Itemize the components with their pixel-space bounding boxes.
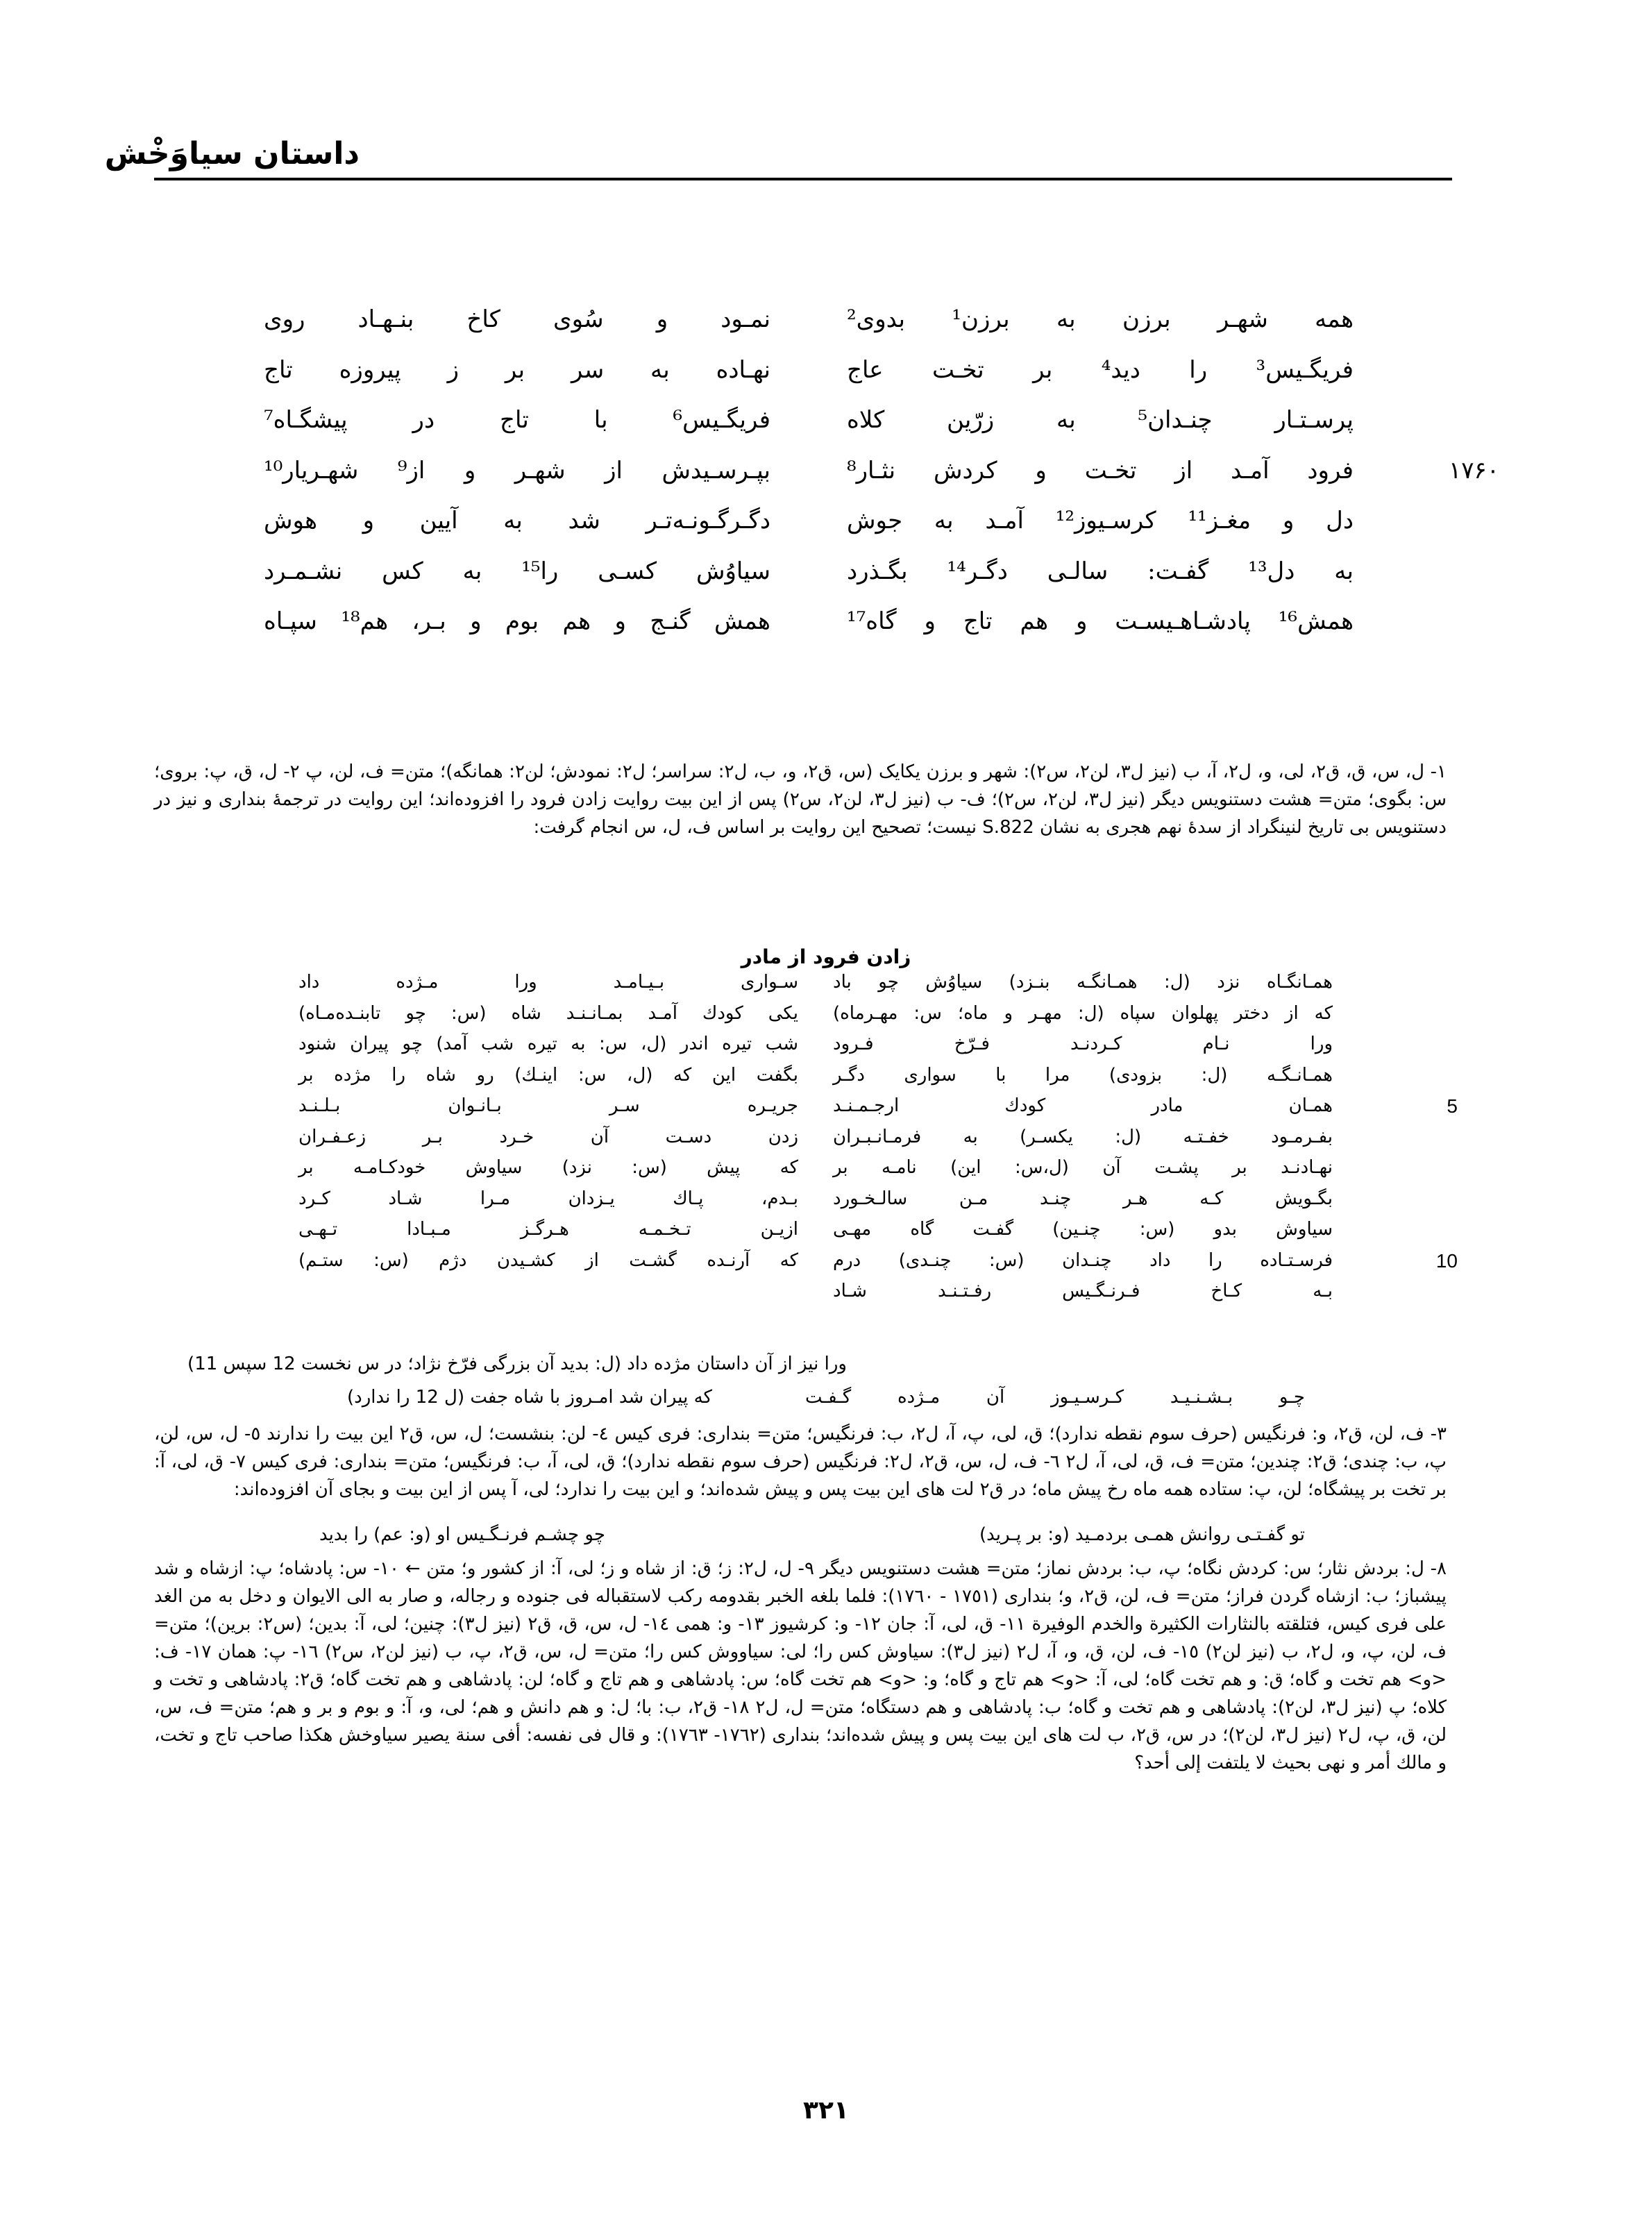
variant-line-number: 5 (1447, 1095, 1458, 1117)
variant-row (298, 1127, 1381, 1158)
variant-hemistich-left: جریـره سـر بـانـوان بـلـنـد (298, 1095, 798, 1116)
page-number: ۳۲۱ (803, 2096, 849, 2125)
verse-row (264, 456, 1499, 507)
variant-line-number: 10 (1435, 1249, 1458, 1272)
variant-hemistich-left: سـواری بـیـامـد ورا مـژده داد (298, 972, 798, 993)
hemistich-left: سیاوُش کسـی را¹⁵ به کس نشـمـرد (264, 557, 771, 585)
variant-hemistich-right: که از دختر پهلوان سپاه (ل: مهـر و ماه؛ س: مهـرماه) (833, 1002, 1333, 1024)
hemistich-right: همش¹⁶ پادشـاهـیسـت و هم تاج و گاه¹⁷ (847, 607, 1354, 635)
variant-hemistich-right: همـان مادر کودك ارجـمـنـد (833, 1095, 1333, 1116)
variant-row (298, 1003, 1381, 1034)
variant-last-right: چـو بـشـنـیـد کـرسـیـوز آن مـژده گـفـت (805, 1387, 1305, 1408)
hemistich-left: فریگـیس⁶ با تاج در پیشگـاه⁷ (264, 406, 770, 434)
variant-row (298, 1249, 1458, 1281)
footnote-couplet-right: تو گفـتـی روانش همـی بردمـید (و: بر پـرید) (979, 1524, 1305, 1545)
variant-hemistich-right: بـه کـاخ فـرنـگـیس رفـتـنـد شـاد (833, 1281, 1333, 1301)
hemistich-right: به دل¹³ گفـت: سالـی دگـر¹⁴ بگـذرد (847, 557, 1354, 585)
verse-row (264, 406, 1354, 457)
variant-last-left: که پیران شد امـروز با شاه جفت (ل 12 را ندارد) (347, 1387, 712, 1408)
variant-row (298, 1281, 1381, 1312)
variant-row (298, 972, 1381, 1003)
hemistich-right: پرسـتـار چنـدان⁵ به زرّین کلاه (847, 406, 1354, 434)
variant-hemistich-right: ورا نـام کـردنـد فـرّخ فـرود (833, 1034, 1333, 1054)
hemistich-left: نهـاده به سر بر ز پیروزه تاج (264, 355, 770, 384)
variant-hemistich-left: بگفت این که (ل، س: اینـك) رو شاه را مژده بر (298, 1064, 798, 1086)
variant-hemistich-left: ازیـن تـخـمـه هـرگـز مـبـادا تـهـی (298, 1219, 798, 1240)
variant-section-title: زادن فرود از مادر (741, 945, 911, 968)
footnote-block-1: ١- ل، س، ق، ق٢، لی، و، ل٢، آ، ب (نیز ل٣، لن٢، س٢): شهر و برزن یکایک (س، ق٢، و، ب، ل٢: سراسر؛ ل٢: نمودش؛ لن٢: همانگه)؛ متن= ف، لن، پ ٢- ل، ق، پ: بروی؛ س: بگوی؛ متن= هشت دستنویس دیگر (نیز ل٣، لن٢، س٢)؛ ف- ب (نیز ل٣، لن٢، س٢) پس از این بیت روایت زادن فرود را افزوده‌اند؛ این روایت در ترجمهٔ بنداری و نیز در دستنویس بی تاریخ لنینگراد از سدهٔ نهم هجری به نشان S.822 نیست؛ تصحیح این روایت بر اساس ف، ل، س انجام گرفت: (154, 761, 1447, 838)
variant-hemistich-left: یکی کودك آمـد بمـانـنـد شاه (س: چو تابنـده‌مـاه) (298, 1002, 798, 1024)
variant-row (298, 1034, 1381, 1065)
variant-hemistich-right: بفـرمـود خفـتـه (ل: یکسـر) به فرمـانـبـران (833, 1126, 1333, 1147)
variant-hemistich-right: سیاوش بدو (س: چنـین) گفـت گاه مهـی (833, 1219, 1333, 1240)
verse-row (264, 356, 1354, 407)
header-rule (154, 178, 1452, 180)
variant-poem (298, 972, 1458, 1312)
main-poem (264, 305, 1499, 658)
verse-row (264, 507, 1354, 557)
hemistich-left: همش گنـج و هم بوم و بـر، هم¹⁸ سپـاه (264, 607, 770, 635)
hemistich-right: دل و مغـز¹¹ کرسـیوز¹² آمـد به جوش (847, 507, 1354, 534)
hemistich-right: فرود آمـد از تخـت و کردش نثـار⁸ (847, 456, 1354, 484)
hemistich-left: دگـرگـونـه‌تـر شد به آیین و هوش (264, 507, 770, 534)
variant-hemistich-right: بگـویش کـه هـر چنـد مـن سالـخـورد (833, 1188, 1333, 1209)
hemistich-left: بپـرسـیدش از شهـر و از⁹ شهـریار¹⁰ (264, 456, 770, 484)
footnote-couplet-left: چو چشـم فرنـگـیس او (و: عم) را بدید (319, 1524, 605, 1545)
verse-row (264, 305, 1354, 356)
variant-row (298, 1188, 1381, 1220)
variant-hemistich-right: فرسـتـاده را داد چنـدان (س: چنـدی) درم (833, 1249, 1333, 1271)
running-header-title: داستان سیاوَخْش (104, 136, 360, 171)
variant-hemistich-right: نهـادنـد بر پشـت آن (ل،س: این) نامـه بر (833, 1157, 1333, 1178)
footnote-block-3: ٨- ل: بردش نثار؛ س: کردش نگاه؛ پ، ب: بردش نماز؛ متن= هشت دستنویس دیگر ٩- ل، ل٢: ز؛ ق: از شاه و ز؛ لی، آ: از کشور و؛ متن ← ١٠- س: پادشاه؛ پ: ازشاه و شد پیشباز؛ ب: ازشاه گردن فراز؛ متن= ف، لن، ق٢، و؛ بنداری (١٧٥١ - ١٧٦٠): فلما بلغه الخبر بقدومه رکب لاستقباله فی جنوده و رجاله، و صار به الی الایوان و دخل به من الغد علی فری کیس، فتلقته بالنثارات الکثیرة والخدم الوفیرة ١١- ق، لی، آ: جان ١٢- و: کرشیوز ١٣- و: همی ١٤- ل، س، ق، ق٢ (نیز ل٣): چنین؛ لی، آ: بدین؛ (س٢: برین)؛ متن= ف، لن، پ، و، ل٢، ب (نیز لن٢) ١٥- ف، لن، ق، و، آ، ل٢ (نیز ل٣): سیاوش کس را؛ لی: سیاووش کس را؛ متن= ل، س، ق٢، پ، ب (نیز لن٢، س٢) ١٦- پ: همان ١٧- ف: <و> هم تخت و گاه؛ ق: و هم تخت گاه؛ لی، آ: <و> هم تاج و گاه؛ و: <و> هم تخت گاه؛ س: پادشاهی و هم تاج و گاه؛ لن: پادشاهی و هم تخت گاه؛ ق٢: پادشاهی و تخت و کلاه؛ پ (نیز ل٣، لن٢): پادشاهی و هم تخت و گاه؛ ب: پادشاهی و هم دستگاه؛ متن= ل، ل٢ ١٨- ق٢، ب: با؛ ل: و هم دانش و هم؛ لی، و، آ: و بوم و بر و هم؛ متن= ف، س، لن، ق، پ، ل٢ (نیز ل٣، لن٢)؛ در س، ق٢، ب لت های این بیت پس و پیش شده‌اند؛ بنداری (١٧٦٢- ١٧٦٣): و قال فی نفسه: أفی سنة یصیر سیاوخش هکذا صاحب تاج و تخت، و مالك أمر و نهی بحیث لا یلتفت إلی أحد؟ (154, 1558, 1447, 1773)
variant-hemistich-left: زدن دسـت آن خـرد بـر زعـفـران (298, 1126, 798, 1147)
footnote-block-2: ٣- ف، لن، ق٢، و: فرنگیس (حرف سوم نقطه ندارد)؛ ق، لی، پ، آ، ل٢، ب: فرنگیس؛ متن= بنداری: فری کیس ٤- لن: بنشست؛ ل، س، ق٢ این بیت را ندارند ٥- ل، س، لن، پ، ب: چندی؛ ق٢: چندین؛ متن= ف، ق، لی، آ، ل٢ ٦- ف، ل، س، ق٢، ل٢: فرنگیس (حرف سوم نقطه ندارد)؛ ق، لی، آ، ب: فرنگیس؛ متن= بنداری: فری کیس ٧- ق، لی، آ: بر تخت بر پیشگاه؛ لن، پ: ستاده همه ماه رخ پیش ماه؛ در ق٢ لت های این بیت پس و پیش شده‌اند؛ و این بیت را ندارد؛ لی، آ پس از این بیت و بجای آن افزوده‌اند: (154, 1424, 1447, 1500)
hemistich-right: همه شهـر برزن به برزن¹ بدوی² (847, 305, 1354, 333)
verse-row (264, 607, 1354, 658)
verse-number: ۱۷۶۰ (1448, 456, 1499, 484)
variant-row (298, 1219, 1381, 1250)
verse-row (264, 557, 1354, 608)
variant-hemistich-left: که آرنـده گشـت از کشـیدن دژم (س: ستـم) (298, 1249, 798, 1271)
variant-hemistich-right: همـانـگـه (ل: بزودی) مرا با سواری دگـر (833, 1064, 1333, 1086)
variant-row (298, 1095, 1458, 1127)
variant-row (298, 1065, 1381, 1096)
variant-hemistich-left: شب تیره اندر (ل، س: به تیره شب آمد) چو پیران شنود (298, 1034, 798, 1054)
variant-hemistich-left: که پیش (س: نزد) سیاوش خودکـامـه بر (298, 1157, 798, 1178)
variant-row (298, 1157, 1381, 1188)
variant-hemistich-left: بـدم، پـاك یـزدان مـرا شـاد کـرد (298, 1188, 798, 1209)
variant-hemistich-right: همـانگـاه نزد (ل: همـانگـه بنـزد) سیاوُش چو باد (833, 972, 1333, 993)
hemistich-right: فریگـیس³ را دید⁴ بر تخـت عاج (847, 355, 1354, 384)
variant-line-11-note: ورا نیز از آن داستان مژده داد (ل: بدید آن بزرگی فرّخ نژاد؛ در س نخست 12 سپس 11) (187, 1353, 847, 1374)
hemistich-left: نمـود و سُوی کاخ بنـهـاد روی (264, 305, 770, 333)
